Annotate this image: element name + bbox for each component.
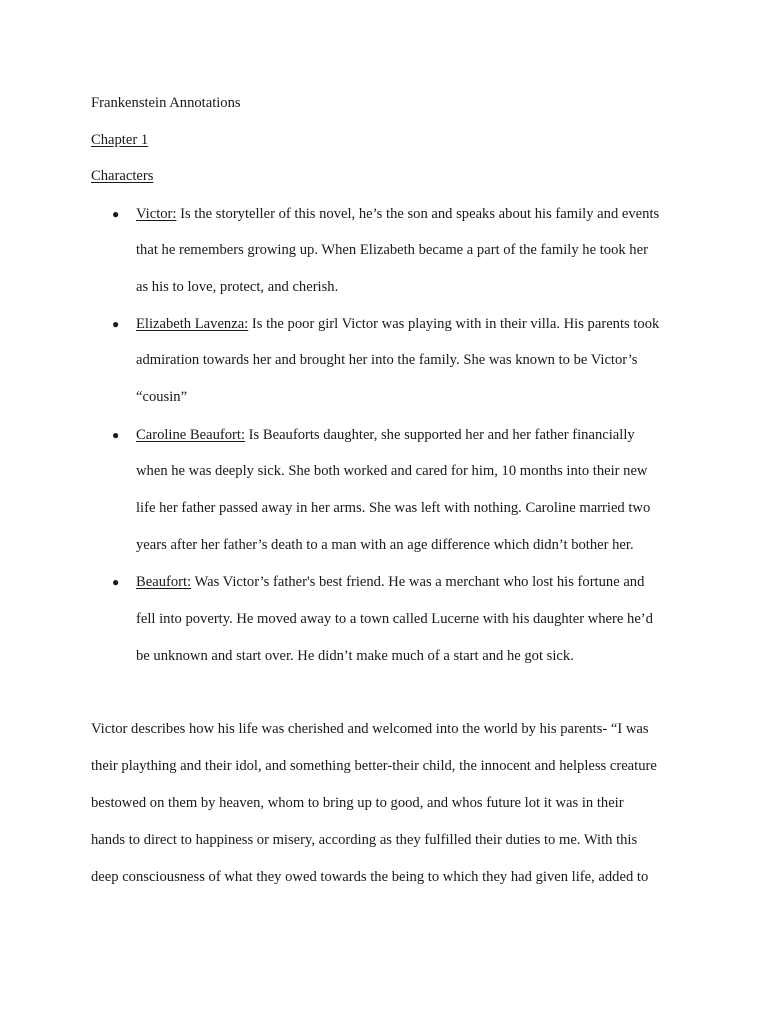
bullet-icon: ● xyxy=(112,207,120,221)
character-desc: Is the poor girl Victor was playing with in their villa. His parents took xyxy=(248,316,660,332)
paragraph-line: their plaything and their idol, and something better-their child, the innocent and helpless creature xyxy=(91,758,657,774)
paragraph-line: bestowed on them by heaven, whom to bring up to good, and whos future lot it was in their xyxy=(91,795,624,811)
bullet-icon: ● xyxy=(112,575,120,589)
character-desc-line: years after her father’s death to a man with an age difference which didn’t bother her. xyxy=(136,537,634,553)
character-entry-line xyxy=(136,315,659,333)
character-desc: Is the storyteller of this novel, he’s the son and speaks about his family and events xyxy=(176,206,660,222)
character-name: Beaufort: xyxy=(136,574,192,590)
character-desc-line: that he remembers growing up. When Elizabeth became a part of the family he took her xyxy=(136,242,648,258)
character-desc-line: as his to love, protect, and cherish. xyxy=(136,279,339,295)
character-desc-line: “cousin” xyxy=(136,389,188,405)
bullet-icon: ● xyxy=(112,428,120,442)
paragraph-line: hands to direct to happiness or misery, according as they fulfilled their duties to me. With this xyxy=(91,832,638,848)
character-desc: Was Victor’s father's best friend. He was a merchant who lost his fortune and xyxy=(191,574,645,590)
character-name: Victor: xyxy=(136,206,177,222)
character-entry-line xyxy=(136,426,635,444)
paragraph-line: Victor describes how his life was cherished and welcomed into the world by his parents- “I was xyxy=(91,721,649,737)
character-entry-line xyxy=(136,205,659,223)
character-desc-line: be unknown and start over. He didn’t make much of a start and he got sick. xyxy=(136,648,574,664)
character-name: Caroline Beaufort: xyxy=(136,427,246,443)
character-desc-line: fell into poverty. He moved away to a town called Lucerne with his daughter where he’d xyxy=(136,611,653,627)
chapter-heading: Chapter 1 xyxy=(91,132,149,148)
bullet-icon: ● xyxy=(112,317,120,331)
paragraph-line: deep consciousness of what they owed towards the being to which they had given life, added to xyxy=(91,869,649,885)
characters-heading: Characters xyxy=(91,168,154,184)
character-desc: Is Beauforts daughter, she supported her and her father financially xyxy=(245,427,635,443)
character-desc-line: when he was deeply sick. She both worked and cared for him, 10 months into their new xyxy=(136,463,648,479)
character-desc-line: admiration towards her and brought her into the family. She was known to be Victor’s xyxy=(136,352,638,368)
document-title: Frankenstein Annotations xyxy=(91,95,241,111)
character-entry-line xyxy=(136,573,644,591)
character-desc-line: life her father passed away in her arms. She was left with nothing. Caroline married two xyxy=(136,500,651,516)
character-name: Elizabeth Lavenza: xyxy=(136,316,249,332)
